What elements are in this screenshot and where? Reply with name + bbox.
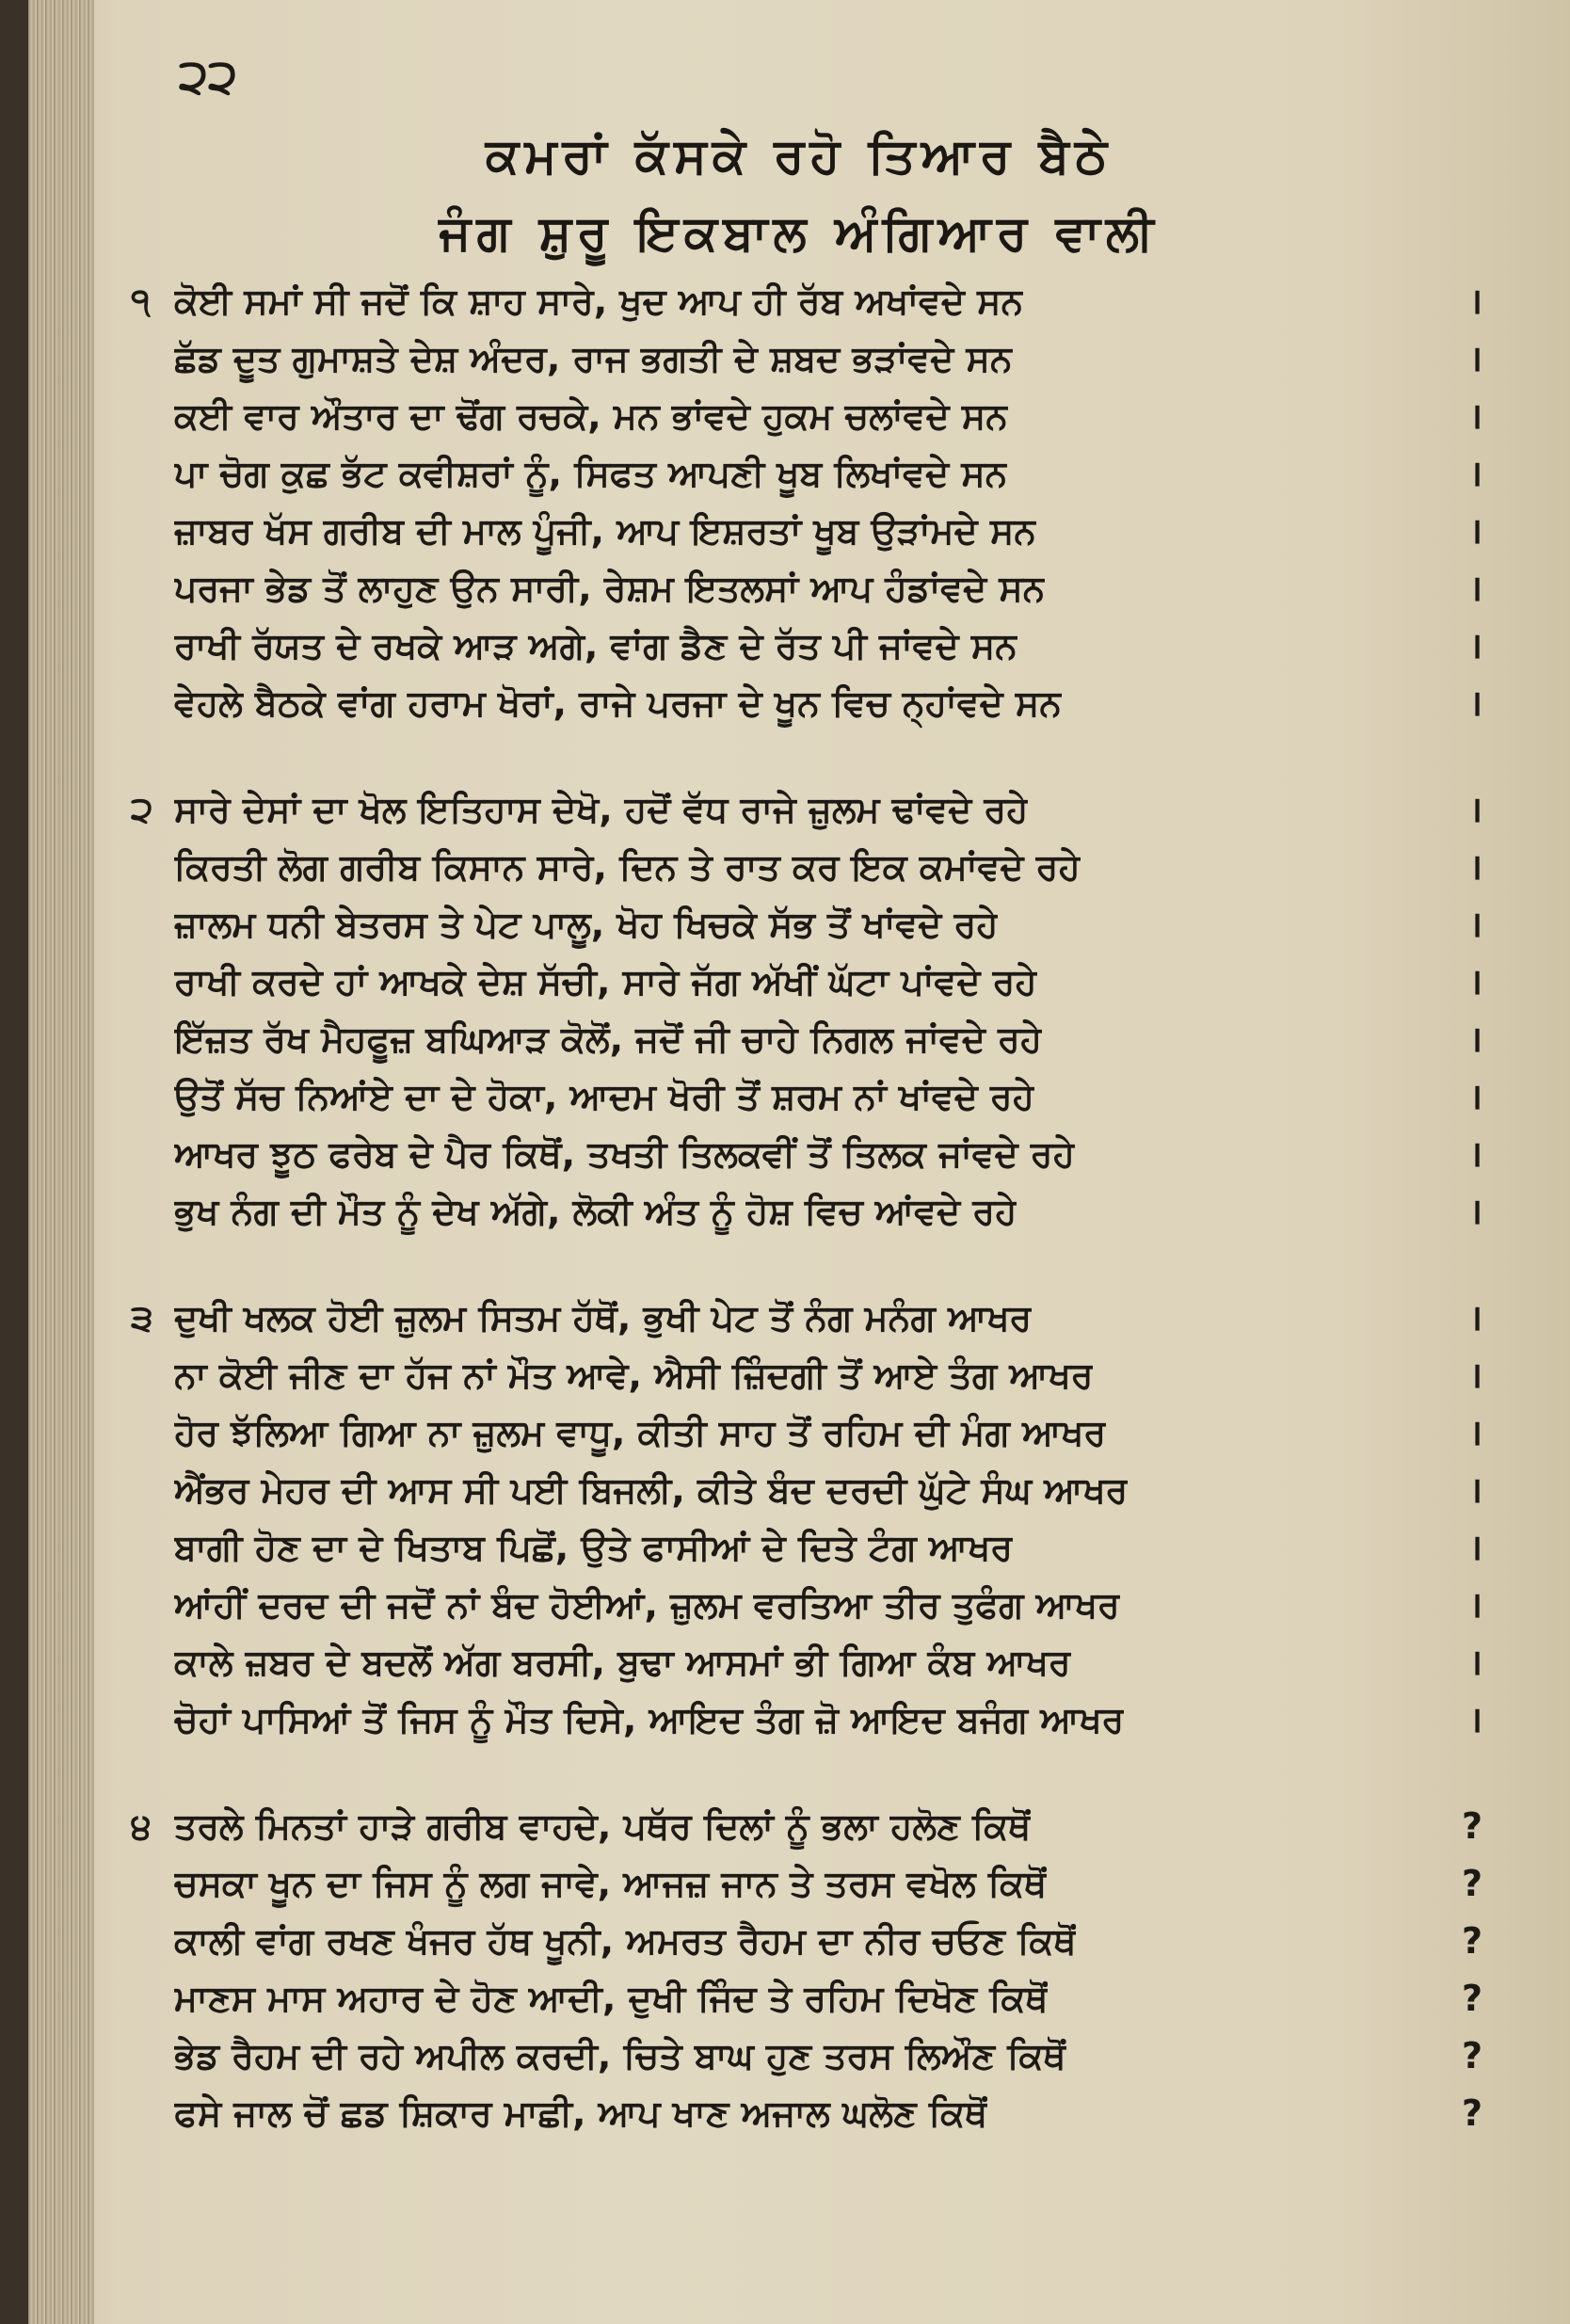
verse-line <box>131 273 1482 330</box>
verse-line <box>174 503 1482 560</box>
verse-end-mark: । <box>1468 846 1482 888</box>
verse-text: ਤਰਲੇ ਮਿਨਤਾਂ ਹਾੜੇ ਗਰੀਬ ਵਾਹਦੇ, ਪਥੱਰ ਦਿਲਾਂ ਨੂੰ ਭਲਾ ਹਲੋਣ ਕਿਥੋਂ <box>174 1805 1032 1847</box>
verse-end-mark: । <box>1468 961 1482 1002</box>
verse-text: ਦੁਖੀ ਖਲਕ ਹੋਈ ਜ਼ੁਲਮ ਸਿਤਮ ਹੱਥੋਂ, ਭੁਖੀ ਪੇਟ ਤੋਂ ਨੰਗ ਮਨੰਗ ਆਖਰ <box>174 1297 1033 1338</box>
verse-line <box>174 388 1482 445</box>
verse-line <box>174 1126 1482 1183</box>
verse-text: ਭੇਡ ਰੈਹਮ ਦੀ ਰਹੇ ਅਪੀਲ ਕਰਦੀ, ਚਿਤੇ ਬਾਘ ਹੁਣ ਤਰਸ ਲਿਔਣ ਕਿਥੋਂ <box>174 2035 1066 2076</box>
stanza-number: ੩ <box>131 1297 153 1338</box>
verse-line <box>174 1183 1482 1241</box>
title-line-2: ਜੰਗ ਸ਼ੁਰੂ ਇਕਬਾਲ ਅੰਗਿਆਰ ਵਾਲੀ <box>439 205 1160 262</box>
verse-end-mark: । <box>1468 1642 1482 1683</box>
verse-text: ਉਤੋਂ ਸੱਚ ਨਿਆਂਏ ਦਾ ਦੇ ਹੋਕਾ, ਆਦਮ ਖੋਰੀ ਤੋਂ ਸ਼ਰਮ ਨਾਂ ਖਾਂਵਦੇ ਰਹੇ <box>174 1076 1034 1117</box>
verse-end-mark: । <box>1468 338 1482 379</box>
verse-end-mark: ? <box>1461 1863 1482 1904</box>
verse-line <box>174 2027 1482 2085</box>
verse-text: ਆਖਰ ਝੂਠ ਫਰੇਬ ਦੇ ਪੈਰ ਕਿਥੋਂ, ਤਖਤੀ ਤਿਲਕਵੀਂ ਤੋਂ ਤਿਲਕ ਜਾਂਵਦੇ ਰਹੇ <box>174 1133 1075 1175</box>
book-spine <box>28 0 94 2324</box>
verse-end-mark: । <box>1468 904 1482 945</box>
verse-text: ਕਾਲੇ ਜ਼ਬਰ ਦੇ ਬਦਲੋਂ ਅੱਗ ਬਰਸੀ, ਬੁਢਾ ਆਸਮਾਂ ਭੀ ਗਿਆ ਕੰਬ ਆਖਰ <box>174 1642 1071 1683</box>
verse-text: ਸਾਰੇ ਦੇਸਾਂ ਦਾ ਖੋਲ ਇਤਿਹਾਸ ਦੇਖੋ, ਹਦੋਂ ਵੱਧ ਰਾਜੇ ਜ਼ੁਲਮ ਢਾਂਵਦੇ ਰਹੇ <box>174 789 1029 830</box>
verse-end-mark: । <box>1468 1191 1482 1232</box>
stanza-number: ੨ <box>131 789 153 830</box>
verse-text: ਕਿਰਤੀ ਲੋਗ ਗਰੀਬ ਕਿਸਾਨ ਸਾਰੇ, ਦਿਨ ਤੇ ਰਾਤ ਕਰ ਇਕ ਕਮਾਂਵਦੇ ਰਹੇ <box>174 846 1081 888</box>
stanza-3 <box>131 1290 1482 1749</box>
stanza-2 <box>131 781 1482 1241</box>
verse-line <box>174 1913 1482 1970</box>
verse-text: ਨਾ ਕੋਈ ਜੀਣ ਦਾ ਹੱਜ ਨਾਂ ਮੌਤ ਆਵੇ, ਐਸੀ ਜ਼ਿੰਦਗੀ ਤੋਂ ਆਏ ਤੰਗ ਆਖਰ <box>174 1354 1094 1396</box>
verse-text: ਜ਼ਾਲਮ ਧਨੀ ਬੇਤਰਸ ਤੇ ਪੇਟ ਪਾਲੂ, ਖੋਹ ਖਿਚਕੇ ਸੱਭ ਤੋਂ ਖਾਂਵਦੇ ਰਹੇ <box>174 904 999 945</box>
verse-text: ਕਈ ਵਾਰ ਔਤਾਰ ਦਾ ਢੋਂਗ ਰਚਕੇ, ਮਨ ਭਾਂਵਦੇ ਹੁਕਮ ਚਲਾਂਵਦੇ ਸਨ <box>174 395 1008 437</box>
verse-text: ਜ਼ਾਬਰ ਖੱਸ ਗਰੀਬ ਦੀ ਮਾਲ ਪੂੰਜੀ, ਆਪ ਇਸ਼ਰਤਾਂ ਖੂਬ ਉੜਾਂਮਦੇ ਸਨ <box>174 510 1037 552</box>
verse-end-mark: ? <box>1461 1920 1482 1962</box>
verse-end-mark: । <box>1468 1469 1482 1511</box>
verse-end-mark: । <box>1468 1699 1482 1740</box>
verse-line <box>174 330 1482 388</box>
book-page <box>28 0 1570 2324</box>
verse-text: ਰਾਖੀ ਰੱਯਤ ਦੇ ਰਖਕੇ ਆੜ ਅਗੇ, ਵਾਂਗ ਡੈਣ ਦੇ ਰੱਤ ਪੀ ਜਾਂਵਦੇ ਸਨ <box>174 625 1017 666</box>
verse-line <box>174 954 1482 1011</box>
stanza-4 <box>131 1798 1482 2142</box>
verse-line <box>174 617 1482 675</box>
verse-end-mark: । <box>1468 453 1482 494</box>
verse-line <box>174 1855 1482 1913</box>
verse-end-mark: । <box>1468 625 1482 666</box>
verse-text: ਆਂਹੀਂ ਦਰਦ ਦੀ ਜਦੋਂ ਨਾਂ ਬੰਦ ਹੋਈਆਂ, ਜ਼ੁਲਮ ਵਰਤਿਆ ਤੀਰ ਤੁਫੰਗ ਆਖਰ <box>174 1584 1120 1626</box>
verse-text: ਹੋਰ ਝੱਲਿਆ ਗਿਆ ਨਾ ਜ਼ੁਲਮ ਵਾਧੂ, ਕੀਤੀ ਸਾਹ ਤੋਂ ਰਹਿਮ ਦੀ ਮੰਗ ਆਖਰ <box>174 1412 1107 1453</box>
verse-text: ਭੁਖ ਨੰਗ ਦੀ ਮੌਤ ਨੂੰ ਦੇਖ ਅੱਗੇ, ਲੋਕੀ ਅੰਤ ਨੂੰ ਹੋਸ਼ ਵਿਚ ਆਂਵਦੇ ਰਹੇ <box>174 1191 1017 1232</box>
verse-end-mark: । <box>1468 1076 1482 1117</box>
verse-line <box>174 1462 1482 1519</box>
stanza-1 <box>131 273 1482 732</box>
verse-end-mark: । <box>1468 1584 1482 1626</box>
verse-end-mark: । <box>1468 789 1482 830</box>
verse-end-mark: । <box>1468 682 1482 724</box>
verse-line <box>131 1290 1482 1347</box>
verse-line <box>174 2085 1482 2142</box>
poem-title <box>28 118 1570 272</box>
verse-text: ਪਾ ਚੋਗ ਕੁਛ ਭੱਟ ਕਵੀਸ਼ਰਾਂ ਨੂੰ, ਸਿਫਤ ਆਪਣੀ ਖੂਬ ਲਿਖਾਂਵਦੇ ਸਨ <box>174 453 1008 494</box>
verse-end-mark: । <box>1468 1354 1482 1396</box>
verse-text: ਫਸੇ ਜਾਲ ਚੋਂ ਛਡ ਸ਼ਿਕਾਰ ਮਾਛੀ, ਆਪ ਖਾਣ ਅਜਾਲ ਘਲੋਣ ਕਿਥੋਂ <box>174 2092 988 2134</box>
verse-end-mark: ? <box>1461 2092 1482 2134</box>
verse-text: ਚੋਹਾਂ ਪਾਸਿਆਂ ਤੋਂ ਜਿਸ ਨੂੰ ਮੌਤ ਦਿਸੇ, ਆਇਦ ਤੰਗ ਜ਼ੋ ਆਇਦ ਬਜੰਗ ਆਖਰ <box>174 1699 1125 1740</box>
verse-text: ਚਸਕਾ ਖੂਨ ਦਾ ਜਿਸ ਨੂੰ ਲਗ ਜਾਵੇ, ਆਜਜ਼ ਜਾਨ ਤੇ ਤਰਸ ਵਖੋਲ ਕਿਥੋਂ <box>174 1863 1048 1904</box>
verse-end-mark: ? <box>1461 1805 1482 1847</box>
title-line-1: ਕਮਰਾਂ ਕੱਸਕੇ ਰਹੋ ਤਿਆਰ ਬੈਠੇ <box>485 128 1113 184</box>
verse-text: ਮਾਣਸ ਮਾਸ ਅਹਾਰ ਦੇ ਹੋਣ ਆਦੀ, ਦੁਖੀ ਜਿੰਦ ਤੇ ਰਹਿਮ ਦਿਖੋਣ ਕਿਥੋਂ <box>174 1978 1049 2019</box>
verse-line <box>174 839 1482 896</box>
verse-end-mark: । <box>1468 1412 1482 1453</box>
verse-end-mark: । <box>1468 395 1482 437</box>
stanza-number: ੧ <box>131 280 151 322</box>
verse-line <box>131 781 1482 839</box>
verse-line <box>174 445 1482 503</box>
verse-line <box>174 1347 1482 1404</box>
verse-line <box>174 1519 1482 1577</box>
verse-end-mark: ? <box>1461 2035 1482 2076</box>
verse-end-mark: । <box>1468 1527 1482 1568</box>
stanza-number: ੪ <box>131 1805 152 1847</box>
verse-text: ਕੋਈ ਸਮਾਂ ਸੀ ਜਦੋਂ ਕਿ ਸ਼ਾਹ ਸਾਰੇ, ਖੁਦ ਆਪ ਹੀ ਰੱਬ ਅਖਾਂਵਦੇ ਸਨ <box>174 280 1024 322</box>
verse-line <box>174 560 1482 617</box>
verse-text: ਵੇਹਲੇ ਬੈਠਕੇ ਵਾਂਗ ਹਰਾਮ ਖੋਰਾਂ, ਰਾਜੇ ਪਰਜਾ ਦੇ ਖੂਨ ਵਿਚ ਨ੍ਹਾਂਵਦੇ ਸਨ <box>174 682 1062 724</box>
verse-text: ਇੱਜ਼ਤ ਰੱਖ ਮੈਹਫੂਜ਼ ਬਘਿਆੜ ਕੋਲੋਂ, ਜਦੋਂ ਜੀ ਚਾਹੇ ਨਿਗਲ ਜਾਂਵਦੇ ਰਹੇ <box>174 1018 1042 1060</box>
verse-line <box>174 675 1482 732</box>
verse-end-mark: । <box>1468 1133 1482 1175</box>
verse-line <box>174 1011 1482 1068</box>
verse-text: ਰਾਖੀ ਕਰਦੇ ਹਾਂ ਆਖਕੇ ਦੇਸ਼ ਸੱਚੀ, ਸਾਰੇ ਜੱਗ ਅੱਖੀਂ ਘੱਟਾ ਪਾਂਵਦੇ ਰਹੇ <box>174 961 1037 1002</box>
verse-line <box>174 1691 1482 1749</box>
verse-line <box>174 1404 1482 1462</box>
verse-text: ਐਂਭਰ ਮੇਹਰ ਦੀ ਆਸ ਸੀ ਪਈ ਬਿਜਲੀ, ਕੀਤੇ ਬੰਦ ਦਰਦੀ ਘੁੱਟੇ ਸੰਘ ਆਖਰ <box>174 1469 1129 1511</box>
page-number: ੨੨ <box>179 49 238 104</box>
verse-line <box>174 1634 1482 1691</box>
verse-line <box>131 1798 1482 1855</box>
verse-line <box>174 1577 1482 1634</box>
verse-end-mark: ? <box>1461 1978 1482 2019</box>
verse-line <box>174 1970 1482 2027</box>
verse-end-mark: । <box>1468 1297 1482 1338</box>
verse-text: ਛੱਡ ਦੂਤ ਗੁਮਾਸ਼ਤੇ ਦੇਸ਼ ਅੰਦਰ, ਰਾਜ ਭਗਤੀ ਦੇ ਸ਼ਬਦ ਭੜਾਂਵਦੇ ਸਨ <box>174 338 1013 379</box>
verse-end-mark: । <box>1468 280 1482 322</box>
verse-text: ਪਰਜਾ ਭੇਡ ਤੋਂ ਲਾਹੁਣ ਉਨ ਸਾਰੀ, ਰੇਸ਼ਮ ਇਤਲਸਾਂ ਆਪ ਹੰਡਾਂਵਦੇ ਸਨ <box>174 568 1046 609</box>
verse-end-mark: । <box>1468 1018 1482 1060</box>
verse-text: ਬਾਗੀ ਹੋਣ ਦਾ ਦੇ ਖਿਤਾਬ ਪਿਛੋਂ, ਉਤੇ ਫਾਸੀਆਂ ਦੇ ਦਿਤੇ ਟੰਗ ਆਖਰ <box>174 1527 1013 1568</box>
verse-line <box>174 896 1482 954</box>
poem-body <box>131 273 1482 2191</box>
verse-end-mark: । <box>1468 510 1482 552</box>
verse-text: ਕਾਲੀ ਵਾਂਗ ਰਖਣ ਖੰਜਰ ਹੱਥ ਖੂਨੀ, ਅਮਰਤ ਰੈਹਮ ਦਾ ਨੀਰ ਚਓਣ ਕਿਥੋਂ <box>174 1920 1077 1962</box>
verse-end-mark: । <box>1468 568 1482 609</box>
verse-line <box>174 1068 1482 1126</box>
